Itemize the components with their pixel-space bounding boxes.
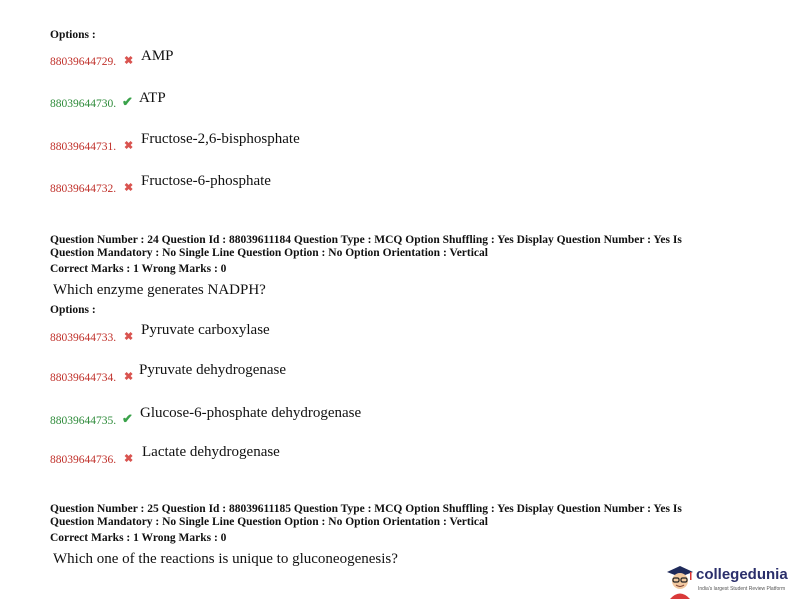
option-id: 88039644731. [50,141,117,153]
q24-options-label: Options : [50,304,96,316]
cross-mark-icon: ✖ [124,371,134,383]
option-text: Glucose-6-phosphate dehydrogenase [140,405,362,421]
mascot-icon [664,564,696,600]
option-id: 88039644730. [50,98,117,110]
option-text: Lactate dehydrogenase [142,444,280,460]
cross-mark-icon: ✖ [124,140,134,152]
option-text: Fructose-6-phosphate [141,173,271,189]
q24-meta-line-1: Question Number : 24 Question Id : 88039611184 Question Type : MCQ Option Shuffling : Yes Display Question Number : Yes Is [50,234,682,246]
option-text: AMP [141,48,174,64]
logo-name: collegedunia [696,566,788,583]
q25-meta-line-2: Question Mandatory : No Single Line Question Option : No Option Orientation : Vertical [50,516,488,528]
option-id: 88039644736. [50,454,117,466]
logo-tagline: India's largest Student Review Platform [698,586,786,592]
option-id: 88039644735. [50,415,117,427]
option-id: 88039644732. [50,183,117,195]
cross-mark-icon: ✖ [124,182,134,194]
q24-question-text: Which enzyme generates NADPH? [53,282,266,298]
option-text: Fructose-2,6-bisphosphate [141,131,300,147]
option-id: 88039644734. [50,372,117,384]
option-text: ATP [139,90,166,106]
cross-mark-icon: ✖ [124,453,134,465]
collegedunia-logo [664,562,786,602]
option-text: Pyruvate carboxylase [141,322,270,338]
q25-meta-line-1: Question Number : 25 Question Id : 88039611185 Question Type : MCQ Option Shuffling : Yes Display Question Number : Yes Is [50,503,682,515]
q25-meta [50,503,750,529]
check-mark-icon: ✔ [122,411,133,426]
option-id: 88039644733. [50,332,117,344]
q24-meta [50,234,750,260]
q24-meta-line-2: Question Mandatory : No Single Line Question Option : No Option Orientation : Vertical [50,247,488,259]
cross-mark-icon: ✖ [124,331,134,343]
q25-question-text: Which one of the reactions is unique to gluconeogenesis? [53,551,398,567]
q24-marks: Correct Marks : 1 Wrong Marks : 0 [50,263,227,275]
check-mark-icon: ✔ [122,94,133,109]
q25-marks: Correct Marks : 1 Wrong Marks : 0 [50,532,227,544]
q23-options-label: Options : [50,29,96,41]
option-text: Pyruvate dehydrogenase [139,362,287,378]
option-id: 88039644729. [50,56,117,68]
cross-mark-icon: ✖ [124,55,134,67]
